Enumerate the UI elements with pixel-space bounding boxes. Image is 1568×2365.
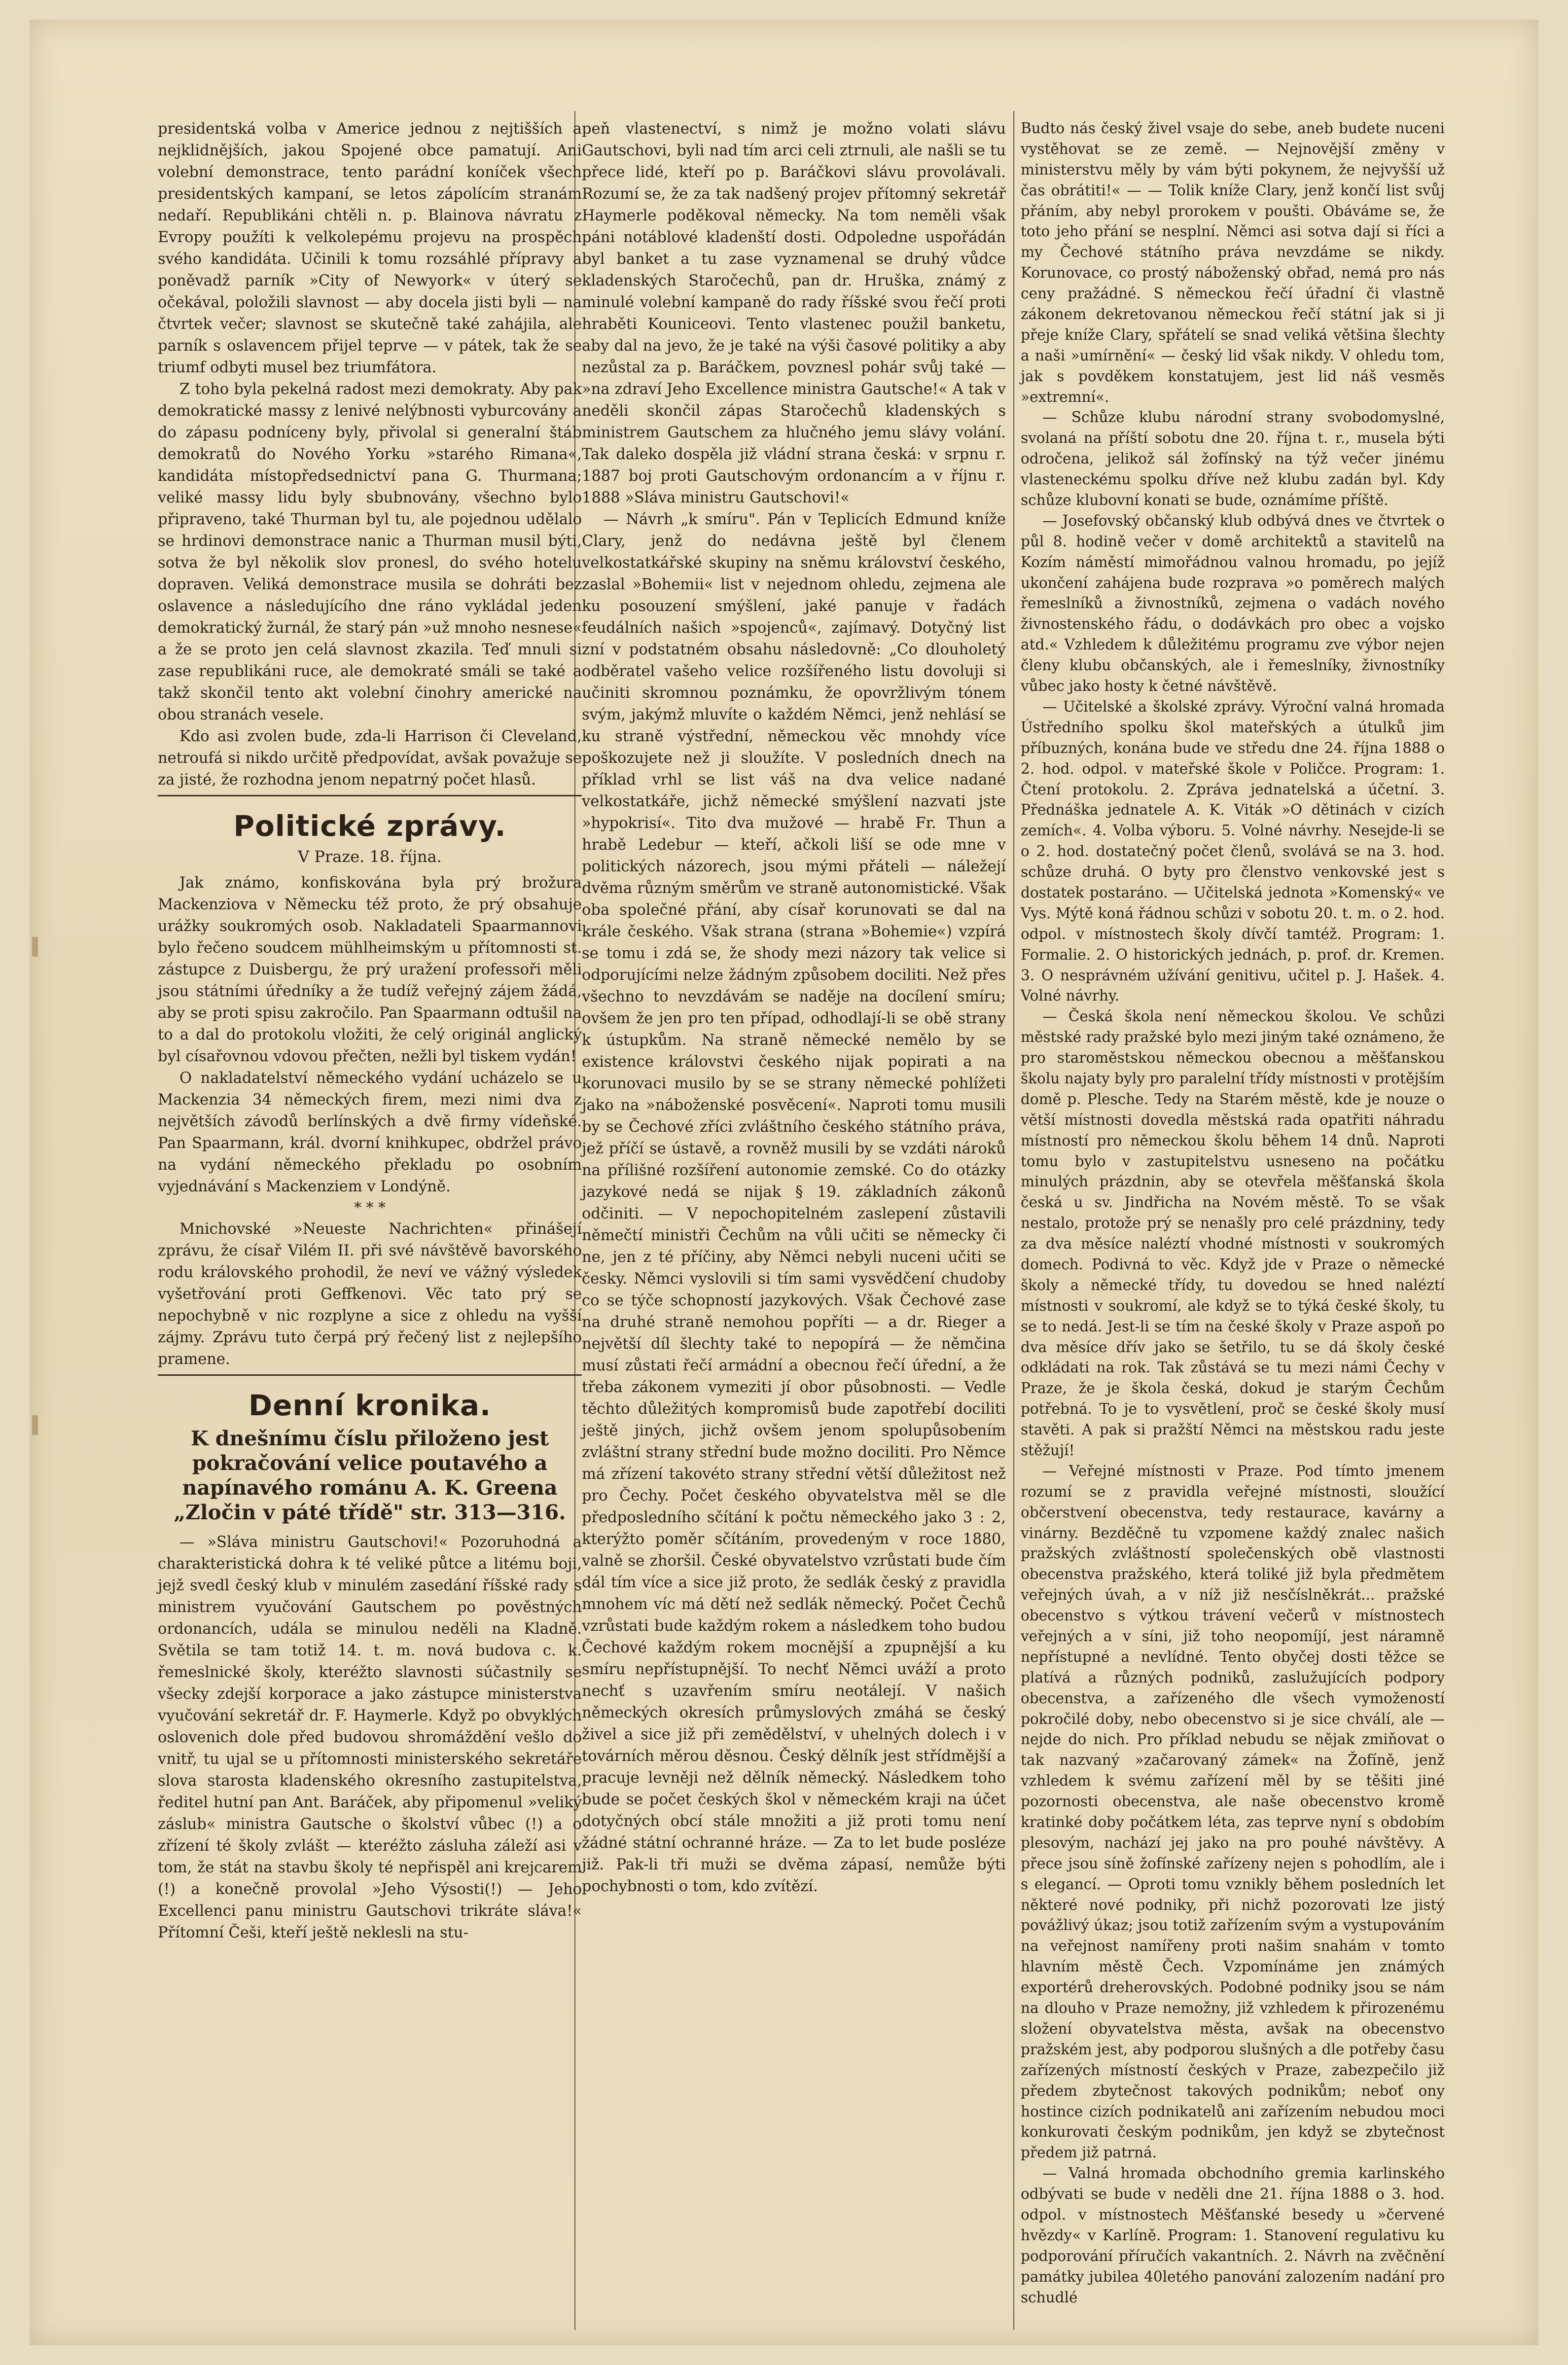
article-paragraph: — Návrh „k smíru". Pán v Teplicích Edmund kníže Clary, jenž do nedávna ještě byl členem velkostatkářské skupiny na sněmu království českého, zaslal »Bohemii« list v nejednom ohledu, zejmena ale ku posouzení smýšlení, jaké panuje v řadách feudálních našich »spojenců«, zajímavý. Dotyčný list zní v podstatném obsahu následovně: „Co dlouholetý odběratel vašeho velice rozšířeného listu dovoluji si učiniti skromnou poznámku, že opovržlivým tónem svým, jakýmž mluvíte o každém Němci, jenž nehlásí se ku straně výstřední, německou věc mnohdy více poškozujete než ji sloužíte. V posledních dnech na příklad vrhl se list váš na dva velice nadané velkostatkáře, jichž německé smýšlení nazvati jste »hypokrisí«. Tito dva mužové — hrabě Fr. Thun a hrabě Ledebur — kteří, ačkoli liší se ode mne v politických názorech, jsou mými přáteli — náležejí dvěma různým směrům ve straně autonomistické. Však oba společné přání, aby císař korunovati se dal na krále českého. Však strana (strana »Bohemie«) vzpírá se tomu i zdá se, že shody mezi názory tak velice si odporujícími nelze žádným způsobem dociliti. Než přes všechno to nevzdávám se naděje na docílení smíru; ovšem že jen pro ten případ, odhodlají-li se obě strany k ústupkům. Na straně německé nemělo by se existence královstvi českého nijak popirati a na korunovaci musilo by se se strany německé pohlížeti jako na »náboženské posvěcení«. Naproti tomu musili by se Čechové zříci zvláštního českého státního práva, jež příčí se ústavě, a rovněž musili by se vzdáti nároků na přílišné rozšíření autonomie zemské. Co do otázky jazykové nedá se nijak § 19. základních zákonů odčiniti. — V nepochopitelném zaslepení zůstavili němečtí ministři Čechům na vůli učiti se německy či ne, jen z té příčiny, aby Němci nebyli nuceni učiti se česky. Němci vyslovili si tím sami vysvědčení chudoby co se týče schopností jazykových. Však Čechové zase na druhé straně nemohou popříti — a dr. Rieger a největší díl šlechty také to nepopírá — že němčina musí zůstati řečí armádní a obecnou řečí úřední, a že třeba zákonem vymeziti jí obor působnosti. — Vedle těchto důležitých kompromisů bude zapotřebí dociliti ještě jiných, jichž ovšem jenom spolupůsobením zvláštní strany střední bude možno dociliti. Pro Němce má zřízení takovéto strany střední větší důležitost než pro Čechy. Počet českého obyvatelstva měl se dle předposledního sčítání k počtu německého jako 3 : 2, kterýžto poměr sčítáním, provedeným v roce 1880, valně se zhoršil. České obyvatelstvo vzrůstati bude čím dál tím více a sice již proto, že sedlák český z pravidla mnohem víc má dětí než sedlák německý. Počet Čechů vzrůstati bude každým rokem a následkem toho budou Čechové každým rokem mocnější a zpupnější a ku smíru nepřístupnější. To nechť Němci uváží a proto nechť s uzavřením smíru neotálejí. V našich německých okresích průmyslových zmáhá se český živel a sice již při zemědělství, v uhelných dolech i v továrních měrou děsnou. Český dělník jest střídmější a pracuje levněji než dělník německý. Následkem toho bude se počet českých škol v německém kraji na účet dotyčných obcí stále množiti a již proti tomu není žádné státní ochranné hráze. — Za to let bude posléze již. Pak-li tři muži se dvěma zápasí, nemůže býti pochybnosti o tom, kdo zvítězí. [582,511,1006,1895]
article-paragraph: presidentská volba v Americe jednou z nejtišších a nejklidnějších, jakou Spojené obce pamatují. Ani volební demonstrace, tento parádní koníček všech presidentských kampaní, se letos zápolícím stranám nedaří. Republikáni chtěli n. p. Blainova návratu z Evropy použíti k velkolepému projevu na prospěch svého kandidáta. Učinili k tomu rozsáhlé přípravy a poněvadž parník »City of Newyork« v úterý se očekával, položili slavnost — aby docela jisti byli — na čtvrtek večer; slavnost se skutečně také zahájila, ale parník s oslavencem přijel teprve — v pátek, tak že se triumf odbyti musel bez triumfátora. [158,120,582,376]
section-heading-denni: Denní kronika. [248,1389,492,1422]
separator-stars: * * * [354,1199,386,1217]
article-paragraph: Z toho byla pekelná radost mezi demokraty. Aby pak demokratické massy z lenivé nelýbnosti vyburcovány a do zápasu podníceny byly, přivolal si generalní štáb demokratů do Nového Yorku »starého Rimana«, kandidáta místopředsednictví pana G. Thurmana; veliké massy lidu byly sbubnovány, všechno bylo připraveno, také Thurman byl tu, ale pojednou udělalo se hrdinovi demonstrace nanic a Thurman musil býti, sotva že byl několik slov pronesl, do svého hotelu dopraven. Veliká demonstrace musila se dohráti bez oslavence a následujícího dne ráno vykládal jeden demokratický žurnál, že starý pán »už mnoho nesnese« a že se proto jen celá slavnost zkazila. Teď mnuli si zase republikáni ruce, ale demokraté smáli se také a takž skončil tento akt volební činohry americké na obou stranách vesele. [158,381,582,723]
article-paragraph: Jak známo, konfiskována byla prý brožura Mackenziova v Německu též proto, že prý obsahuje urážky soukromých osob. Nakladateli Spaarmannovi bylo řečeno soudcem mühlheimským u přítomnosti st. zástupce z Duisbergu, že prý uražení professoři měli jsou státními úředníky a že tudíž veřejný zájem žádá, aby se proti spisu zakročilo. Pan Spaarmann odtušil na to a dal do protokolu vložiti, že celý originál anglický byl císařovnou vdovou přečten, nežli byl tiskem vydán! [158,874,582,1065]
article-paragraph: peň vlastenectví, s nimž je možno volati slávu Gautschovi, byli nad tím arci celi ztrnuli, ale našli se tu přece lidé, kteří po p. Baráčkovi slávu provolávali. Rozumí se, že za tak nadšený projev přítomný sekretář Haymerle poděkoval německy. Na tom neměli však páni notáblové kladenští dosti. Odpoledne uspořádán byl banket a tu zase vyznamenal se druhý vůdce kladenských Staročechů, pan dr. Hruška, známý z minulé volební kampaně do rady říšské svou řečí proti hraběti Kouniceovi. Tento vlastenec použil banketu, aby dal na jevo, že je také na výši časové politiky a aby nezůstal za p. Baráčkem, povznesl pohár svůj také — »na zdraví Jeho Excellence ministra Gautsche!« A tak v neděli skončil zápas Staročechů kladenských s ministrem Gautschem za hlučného jemu slávy volání. Tak daleko dospěla již vládní strana česká: v srpnu r. 1887 boj proti Gautschovým ordonancím a v říjnu r. 1888 »Sláva ministru Gautschovi!« [582,120,1006,506]
article-paragraph: — »Sláva ministru Gautschovi!« Pozoruhodná a charakteristická dohra k té veliké půtce a litému boji, jejž svedl český klub v minulém zasedání říšské rady s ministrem vyučování Gautschem po pověstných ordonancích, udála se minulou neděli na Kladně. Světila se tam totiž 14. t. m. nová budova c. k. řemeslnické školy, kteréžto slavnosti súčastnily se všecky zdejší korporace a jako zástupce ministerstva vyučování sekretář dr. F. Haymerle. Když po obvyklých oslovenich dole před budovou shromáždění vešlo do vnitř, tu ujal se u přítomnosti ministerského sekretáře slova starosta kladenského okresního zastupitelstva, ředitel hutní pan Ant. Baráček, aby připomenul »veliký záslub« ministra Gautsche o školství vůbec (!) a o zřízení té školy zvlášt — kteréžto zásluha záleží asi v tom, že stát na stavbu školy té nepřispěl ani krejcarem (!) a konečně provolal »Jeho Výsosti(!) — Jeho Excellenci panu ministru Gautschovi trikráte sláva!« Přítomní Češi, kteří ještě neklesli na stu- [158,1534,582,1941]
article-paragraph: — Učitelské a školské zprávy. Výroční valná hromada Ústředního spolku škol mateřských a útulků jim příbuzných, konána bude ve středu dne 24. října 1888 o 2. hod. odpol. v mateřské škole v Poličce. Program: 1. Čtení protokolu. 2. Zpráva jednatelská a účetní. 3. Přednáška jednatele A. K. Viták »O dětinách v cizích zemích«. 4. Volba výboru. 5. Volné návrhy. Nesejde-li se o 2. hod. dostatečný počet členů, svolává se na 3. hod. schůze druhá. O byty pro členstvo venkovské jest s dostatek postaráno. — Učitelská jednota »Komenský« ve Vys. Mýtě koná řádnou schůzi v sobotu 20. t. m. o 2. hod. odpol. v místnostech školy dívčí tamtéž. Program: 1. Formalie. 2. O historických jednách, p. prof. dr. Kremen. 3. O nesprávném užívání genitivu, učitel p. J. Hašek. 4. Volné návrhy. [1021,698,1445,1004]
article-paragraph: — Valná hromada obchodního gremia karlinského odbývati se bude v neděli dne 21. října 1888 o 3. hod. odpol. v místnostech Měšťanské besedy u »červené hvězdy« v Karlíně. Program: 1. Stanovení regulativu ku podporování příručích vakantních. 2. Návrh na zvěčnění památky jubilea 40letého panování zalozením nadání pro schudlé [1021,2165,1445,2306]
page-edge-mark [32,1415,38,1435]
column-rule [1013,111,1014,2330]
dateline: V Praze. 18. října. [298,847,442,866]
article-paragraph: — Česká škola není německou školou. Ve schůzi městské rady pražské bylo mezi jiným také oznámeno, že pro staroměstskou německou obecnou a měšťanskou školu najaty byly pro paralelní třídy místnosti v protějším domě p. Plesche. Tedy na Starém městě, kde je nouze o větší místnosti dovedla městská rada opatřiti náhradu místností pro německou školu během 14 dnů. Naproti tomu bylo v zastupitelstvu usneseno na počátku minulých prázdnin, aby se otevřela měšťanská škola česká u sv. Jindřicha na Novém městě. To se však nestalo, protože prý se nenašly pro celé prázdniny, tedy za dva měsíce naléztí vhodné místnosti v soukromých domech. Podivná to věc. Když jde v Praze o německé školy a německé třídy, tu dovedou se hned naléztí místnosti v soukromí, ale když se to týká české školy, tu se to nedá. Jest-li se tím na české školy v Praze aspoň po dva měsíce dřív jako se šetřilo, tu se dá školy české odkládati na rok. Tak zůstává se tu mezi námi Čechy v Praze, že je škola česká, dokud je starým Čechům potřebná. To je to vysvětlení, proč se české školy musí stavěti. A pak si pražští Němci na městskou radu jeste stěžují! [1021,1008,1445,1459]
article-paragraph: — Josefovský občanský klub odbývá dnes ve čtvrtek o půl 8. hodině večer v domě architektů a stavitelů na Kozím náměstí mimořádnou valnou hromadu, po jejíž ukončení zahájena bude rozprava »o poměrech malých řemeslníků a živnostníků, zejmena o vadách nového živnostenského řádu, o dodávkách pro obec a vojsko atd.« Vzhledem k důležitému programu zve výbor nejen členy klubu občanských, ale i řemeslníky, živnostníky vůbec jako hosty k četné návštěvě. [1021,512,1445,695]
section-rule [158,1374,582,1376]
article-paragraph: O nakladatelství německého vydání ucházelo se u Mackenzia 34 německých firem, mezi nimi dva z největších závodů berlínských a dvě firmy vídeňské. Pan Spaarmann, král. dvorní knihkupec, obdržel právo na vydání německého překladu po osobním vyjednávání s Mackenziem v Londýně. [158,1070,582,1195]
column-3 [1021,118,1445,2308]
page-edge-mark [32,937,38,957]
article-paragraph: Kdo asi zvolen bude, zda-li Harrison či Cleveland, netroufá si nikdo určitě předpovídat, avšak považuje se za jisté, že rozhodna jenom nepatrný počet hlasů. [158,728,582,788]
article-paragraph: Mnichovské »Neueste Nachrichten« přinášejí zprávu, že císař Vilém II. při své návštěvě bavorského rodu královského prohodil, že neví ve vážný výsledek vyšetřování proti Geffkenovi. Věc tato prý se nepochybně v nic rozplyne a sice z ohledu na vyšší zájmy. Zprávu tuto čerpá prý řečený list z nejlepšího pramene. [158,1220,582,1368]
article-paragraph: — Schůze klubu národní strany svobodomyslné, svolaná na příští sobotu dne 20. října t. r., musela býti odročena, jelikož sál žofínský na týž večer jinému vlasteneckému spolku dříve než klubu zadán byl. Kdy schůze klubovní konati se bude, oznámíme příště. [1021,409,1445,509]
column-2 [582,118,1006,1898]
column-1 [158,118,582,1944]
section-heading-politicke: Politické zprávy. [233,809,506,843]
article-paragraph: — Veřejné místnosti v Praze. Pod tímto jmenem rozumí se z pravidla veřejné místnosti, sloužící občerstvení obecenstva, tedy restaurace, kavárny a vinárny. Bezděčně tu vzpomene každý znalec našich pražských zvláštností společenských obě vlastnosti obecenstva pražského, která toliké již byla předmětem veřejných úvah, a v níž již nesčíslněkrát... pražské obecenstvo s výtkou trávení večerů v místnostech veřejných a v síni, již toho neopomíjí, jest náramně nepřístupné a nevlídné. Tento obyčej dosti těžce se platívá a různých podniků, zaslužujících podpory obecenstva, a zařízeného dle všech vymožeností pokročilé doby, nebo obecenstvo si je sice chválí, ale — nejde do nich. Pro příklad nebudu se nějak zmiňovat o tak nazvaný »začarovaný zámek« na Žofíně, jenž vzhledem k svému zařízení měl by se těšiti jiné pozornosti obecenstva, ale naše obecenstvo kromě kratinké doby počátkem léta, zas teprve nyní s obdobím plesovým, nachází jej jako na pro pouhé návštěvy. A přece jsou síně žofínské zařízeny nejen s pohodlím, ale i s elegancí. — Oproti tomu vznikly během posledních let některé nové podniky, při nichž pozorovati lze jistý povážlivý úkaz; jsou totiž zařízením svým a vystupováním na veřejnost namířeny proti našim snahám v tomto hlavním městě Čech. Vzpomínáme jen známých exportérů dreherovských. Podobné podniky jsou se nám na dlouho v Praze nemožny, již vzhledem k přirozenému složení obyvatelstva města, avšak na obecenstvo pražském jest, aby podporou slušných a dle potřeby času zařízených místností českých v Praze, zabezpečilo již předem zbytečnost takových podnikům; neboť ony hostince cizích podnikatelů ani zařízením nebudou moci konkurovati českým podnikům, jen když se zbytečnost předem již patrná. [1021,1462,1445,2161]
supplement-notice: K dnešnímu číslu přiloženo jest pokračování velice poutavého a napínavého románu A. K. Greena „Zločin v páté třídě" str. 313—316. [174,1427,566,1524]
section-rule [158,795,582,796]
article-paragraph: Budto nás český živel vsaje do sebe, aneb budete nuceni vystěhovat se ze země. — Nejnovější změny v ministerstvu měly by vám býti pokynem, že nejvyšší už čas obrátiti!« — — Tolik kníže Clary, jenž končí list svůj přáním, aby nebyl prorokem v poušti. Obáváme se, že toto jeho přání se nesplní. Němci asi sotva dají si říci a my Čechové státního práva nevzdáme se nikdy. Korunovace, co prostý náboženský obřad, nemá pro nás ceny pražádné. S německou řečí úřadní či vlastně zákonem dekretovanou německou řečí státní jak si ji přeje kníže Clary, spřátelí se snad veliká většina šlechty a naši »umírnění« — český lid však nikdy. V ohledu tom, jak s povděkem konstatujem, jest lid náš vesměs »extremní«. [1021,120,1445,405]
